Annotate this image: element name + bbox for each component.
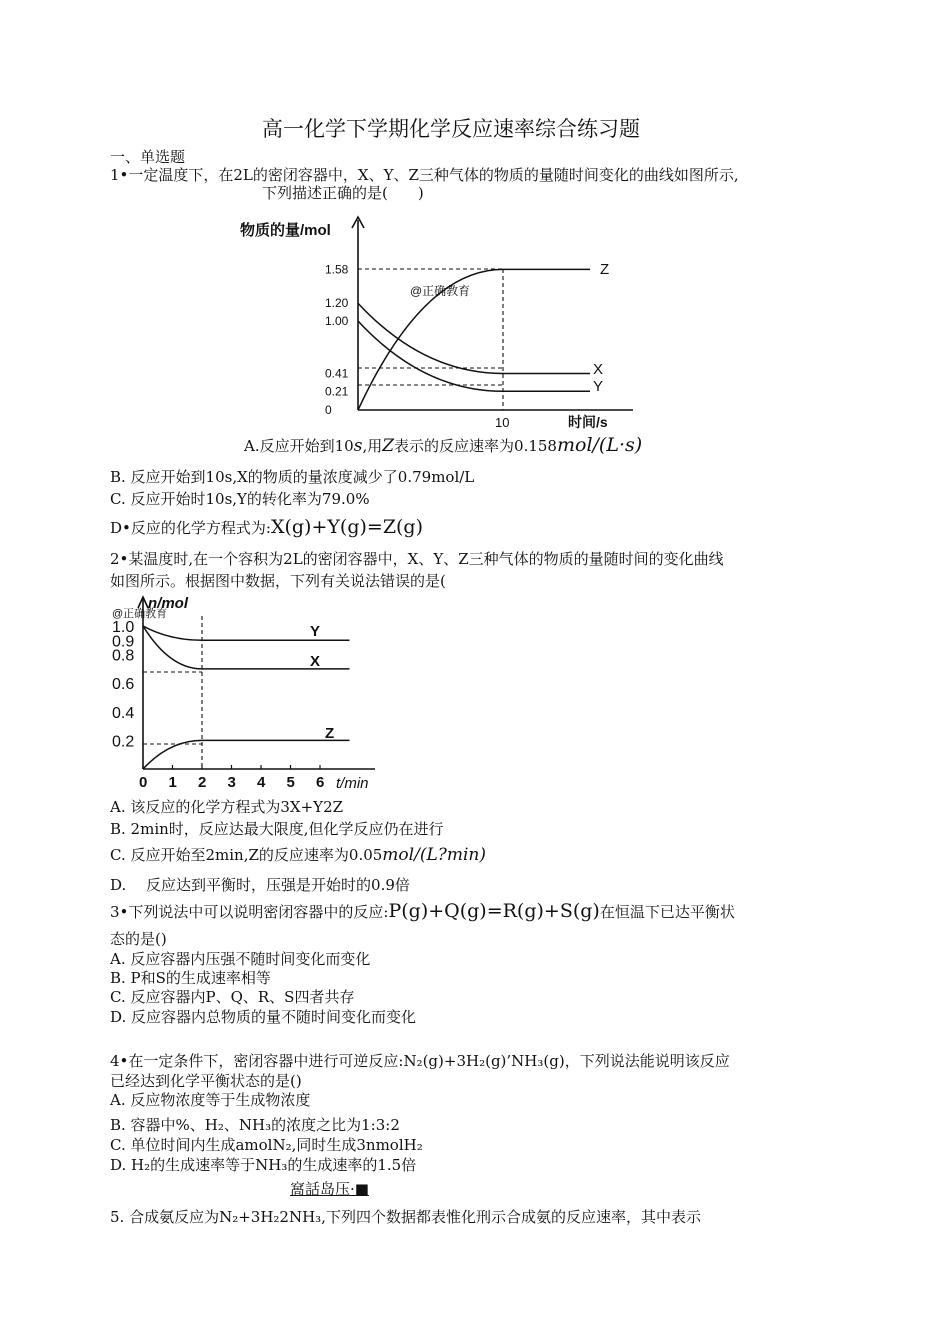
q3-option-c: C. 反应容器内P、Q、R、S四者共存 bbox=[110, 988, 355, 1006]
q2-xtick-label: 3 bbox=[227, 774, 236, 791]
q2-option-b: B. 2min时，反应达最大限度,但化学反应仍在进行 bbox=[110, 820, 444, 838]
q1-xlabel: 时间/s bbox=[568, 414, 608, 430]
q3-option-a: A. 反应容器内压强不随时间变化而变化 bbox=[110, 950, 371, 968]
q1-ytick-label: 0 bbox=[325, 403, 332, 417]
q2-ytick-label: 0.2 bbox=[112, 733, 135, 751]
q1-xtick-10: 10 bbox=[495, 415, 510, 430]
q1-ytick-label: 1.00 bbox=[325, 314, 349, 328]
q1-series-line-y bbox=[358, 321, 590, 391]
q1-series bbox=[358, 269, 590, 410]
q1-option-d bbox=[110, 518, 423, 537]
q2-stem-line1: 2•某温度时,在一个容积为2L的密闭容器中，X、Y、Z三种气体的物质的量随时间的变化曲线 bbox=[110, 550, 724, 568]
q1-ytick-label: 0.41 bbox=[325, 366, 349, 381]
q2-option-c-pre: C. 反应开始至2min,Z的反应速率为0.05 bbox=[110, 846, 383, 864]
q2-xtick-label: 0 bbox=[139, 774, 148, 791]
q2-stem-line2: 如图所示。根据图中数据，下列有关说法错误的是( bbox=[110, 572, 446, 590]
q4-option-d: D. H₂的生成速率等于NH₃的生成速率的1.5倍 bbox=[110, 1156, 417, 1174]
q1-option-d-eq: X(g)+Y(g)=Z(g) bbox=[270, 516, 424, 538]
q3-stem-post: 在恒温下已达平衡状 bbox=[599, 903, 735, 921]
q1-y-ticks bbox=[325, 262, 349, 417]
q1-option-a-pre: A.反应开始到10 bbox=[244, 437, 354, 455]
q2-option-d: D. 反应达到平衡时，压强是开始时的0.9倍 bbox=[110, 876, 410, 894]
q2-option-a: A. 该反应的化学方程式为3X+Y2Z bbox=[110, 798, 344, 816]
q4-option-a: A. 反应物浓度等于生成物浓度 bbox=[110, 1091, 311, 1109]
q1-option-a bbox=[244, 436, 642, 455]
q2-label-x: X bbox=[310, 653, 321, 670]
q1-series-line-x bbox=[358, 303, 590, 373]
q2-ylabel: n/mol bbox=[148, 595, 188, 612]
q1-option-c: C. 反应开始时10s,Y的转化率为79.0% bbox=[110, 490, 370, 508]
q1-chart bbox=[238, 205, 658, 435]
q2-option-c-unit: mol/(L?min) bbox=[382, 845, 486, 865]
q1-watermark: @正确教育 bbox=[410, 284, 471, 298]
q3-stem-eq: P(g)+Q(g)=R(g)+S(g) bbox=[388, 900, 600, 922]
q1-ytick-label: 1.58 bbox=[325, 262, 349, 277]
q2-option-c bbox=[110, 846, 486, 864]
q4-stem-line2: 已经达到化学平衡状态的是() bbox=[110, 1072, 302, 1090]
q1-stem-line2: 下列描述正确的是( ) bbox=[262, 184, 424, 202]
q2-ytick-label: 0.9 bbox=[112, 633, 135, 651]
q2-ytick-label: 0.8 bbox=[112, 647, 135, 665]
q1-label-y: Y bbox=[593, 378, 604, 395]
q1-label-z: Z bbox=[600, 261, 610, 278]
page-title: 高一化学下学期化学反应速率综合练习题 bbox=[262, 117, 640, 141]
q1-option-a-s: s bbox=[353, 436, 363, 456]
q2-xtick-label: 1 bbox=[168, 774, 177, 791]
q3-option-b: B. P和S的生成速率相等 bbox=[110, 969, 271, 987]
q2-series-line-z bbox=[143, 740, 350, 769]
q5-stem-line1: 5. 合成氨反应为N₂+3H₂2NH₃,下列四个数据都表惟化刑示合成氨的反应速率，其中表示 bbox=[110, 1208, 701, 1226]
q2-series bbox=[143, 626, 350, 769]
q1-option-a-unit: mol/(L·s) bbox=[556, 434, 643, 456]
q2-xtick-label: 4 bbox=[257, 774, 266, 791]
q4-stem-line1: 4•在一定条件下，密闭容器中进行可逆反应:N₂(g)+3H₂(g)’NH₃(g)，下列说法能说明该反应 bbox=[110, 1052, 730, 1070]
q3-stem-line1 bbox=[110, 902, 735, 921]
q2-ticks bbox=[112, 619, 324, 791]
q2-xtick-label: 5 bbox=[286, 774, 295, 791]
q1-stem-line1: 1•一定温度下，在2L的密闭容器中，X、Y、Z三种气体的物质的量随时间变化的曲线如图所示, bbox=[110, 166, 739, 184]
q4-footer: 窩話岛压·■ bbox=[290, 1180, 369, 1198]
q3-stem-line2: 态的是() bbox=[110, 930, 167, 948]
q2-xtick-label: 6 bbox=[316, 774, 325, 791]
q1-ylabel: 物质的量/mol bbox=[240, 222, 331, 239]
q2-label-z: Z bbox=[325, 725, 335, 742]
q2-watermark: @正确教育 bbox=[112, 608, 168, 620]
q2-xlabel: t/min bbox=[336, 775, 369, 792]
q1-ytick-label: 1.20 bbox=[325, 296, 349, 311]
q4-option-b: B. 容器中%、H₂、NH₃的浓度之比为1:3:2 bbox=[110, 1116, 400, 1134]
q4-option-c: C. 单位时间内生成amolN₂,同时生成3nmolH₂ bbox=[110, 1136, 423, 1154]
q2-ytick-label: 0.6 bbox=[112, 676, 135, 694]
q1-option-a-z: Z bbox=[382, 436, 395, 456]
q2-label-y: Y bbox=[310, 623, 321, 640]
q3-option-d: D. 反应容器内总物质的量不随时间变化而变化 bbox=[110, 1008, 417, 1026]
q2-ytick-label: 1.0 bbox=[112, 619, 135, 636]
q1-option-a-mid: ,用 bbox=[362, 437, 383, 455]
q1-ytick-label: 0.21 bbox=[325, 384, 349, 399]
q1-option-d-pre: D•反应的化学方程式为: bbox=[110, 519, 271, 537]
section-heading: 一、单选题 bbox=[110, 148, 186, 166]
q1-option-b: B. 反应开始到10s,X的物质的量浓度减少了0.79mol/L bbox=[110, 468, 475, 486]
q2-xtick-label: 2 bbox=[198, 774, 207, 791]
q2-chart bbox=[110, 592, 410, 794]
q2-ytick-label: 0.4 bbox=[112, 704, 135, 722]
q1-label-x: X bbox=[593, 361, 604, 378]
q1-option-a-post: 表示的反应速率为0.158 bbox=[394, 437, 557, 455]
q3-stem-pre: 3•下列说法中可以说明密闭容器中的反应: bbox=[110, 903, 389, 921]
